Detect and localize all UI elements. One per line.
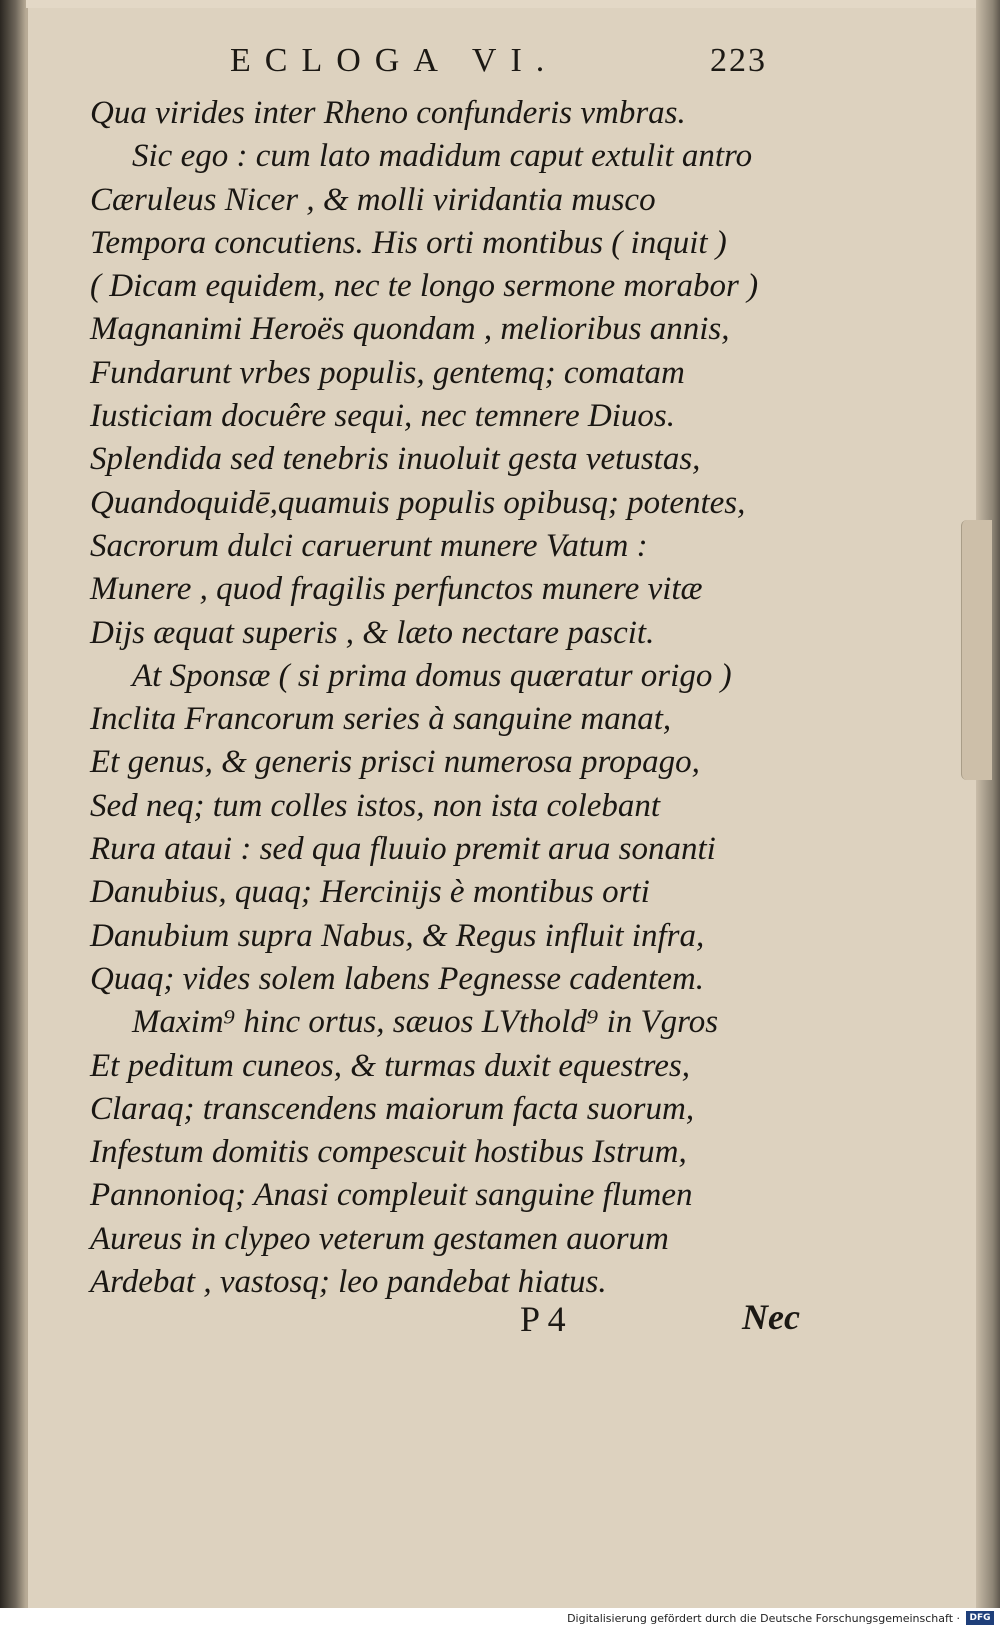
text-line: Munere , quod fragilis perfunctos munere vitæ [90, 571, 703, 608]
text-line: Danubium supra Nabus, & Regus influit infra, [90, 917, 705, 954]
text-line: ( Dicam equidem, nec te longo sermone morabor ) [90, 268, 759, 305]
facing-page-bleed [2, 440, 24, 620]
text-line: Sed neq; tum colles istos, non ista colebant [90, 787, 661, 824]
text-line: Iusticiam docuêre sequi, nec temnere Diuos. [90, 398, 675, 435]
text-line: Cæruleus Nicer , & molli viridantia musco [90, 181, 656, 218]
text-line: At Sponsæ ( si prima domus quæratur origo ) [132, 657, 732, 694]
text-line: Splendida sed tenebris inuoluit gesta vetustas, [90, 441, 701, 478]
running-header [230, 42, 830, 80]
text-line: Dijs æquat superis , & læto nectare pascit. [90, 614, 655, 651]
text-line: Tempora concutiens. His orti montibus ( inquit ) [90, 224, 727, 261]
text-line: Et genus, & generis prisci numerosa propago, [90, 744, 700, 781]
text-line: Danubius, quaq; Hercinijs è montibus orti [90, 874, 650, 911]
text-line: Fundarunt vrbes populis, gentemq; comatam [90, 354, 685, 391]
signature-mark: P 4 [520, 1299, 566, 1339]
text-line: Ardebat , vastosq; leo pandebat hiatus. [90, 1264, 607, 1301]
poem-text [90, 92, 910, 1304]
catchword: Nec [742, 1297, 800, 1337]
text-line: Infestum domitis compescuit hostibus Istrum, [90, 1134, 687, 1171]
text-line: Inclita Francorum series à sanguine manat, [90, 701, 672, 738]
dfg-logo: DFG [966, 1611, 994, 1625]
text-line: Qua virides inter Rheno confunderis vmbras. [90, 95, 686, 131]
text-line: Sic ego : cum lato madidum caput extulit antro [132, 138, 753, 175]
text-line: Et peditum cuneos, & turmas duxit equestres, [90, 1047, 691, 1084]
text-line: Sacrorum dulci caruerunt munere Vatum : [90, 527, 648, 564]
book-gutter-shadow [0, 0, 26, 1608]
digitization-credit: Digitalisierung gefördert durch die Deutsche Forschungsgemeinschaft · [567, 1612, 960, 1625]
text-line: Quandoquidē,quamuis populis opibusq; potentes, [90, 484, 746, 521]
text-line: Quaq; vides solem labens Pegnesse cadentem. [90, 960, 704, 997]
page-number: 223 [710, 42, 767, 79]
text-line: Maxim⁹ hinc ortus, sæuos LVthold⁹ in Vgros [132, 1004, 719, 1041]
text-line: Magnanimi Heroës quondam , melioribus annis, [90, 311, 730, 348]
text-line: Rura ataui : sed qua fluuio premit arua sonanti [90, 831, 716, 868]
text-line: Aureus in clypeo veterum gestamen auorum [90, 1220, 669, 1257]
running-title: ECLOGA VI. [230, 42, 559, 79]
text-line: Claraq; transcendens maiorum facta suorum, [90, 1090, 695, 1127]
page-tab [961, 520, 992, 780]
text-line: Pannonioq; Anasi compleuit sanguine flumen [90, 1177, 693, 1214]
book-edge [976, 0, 1000, 1608]
